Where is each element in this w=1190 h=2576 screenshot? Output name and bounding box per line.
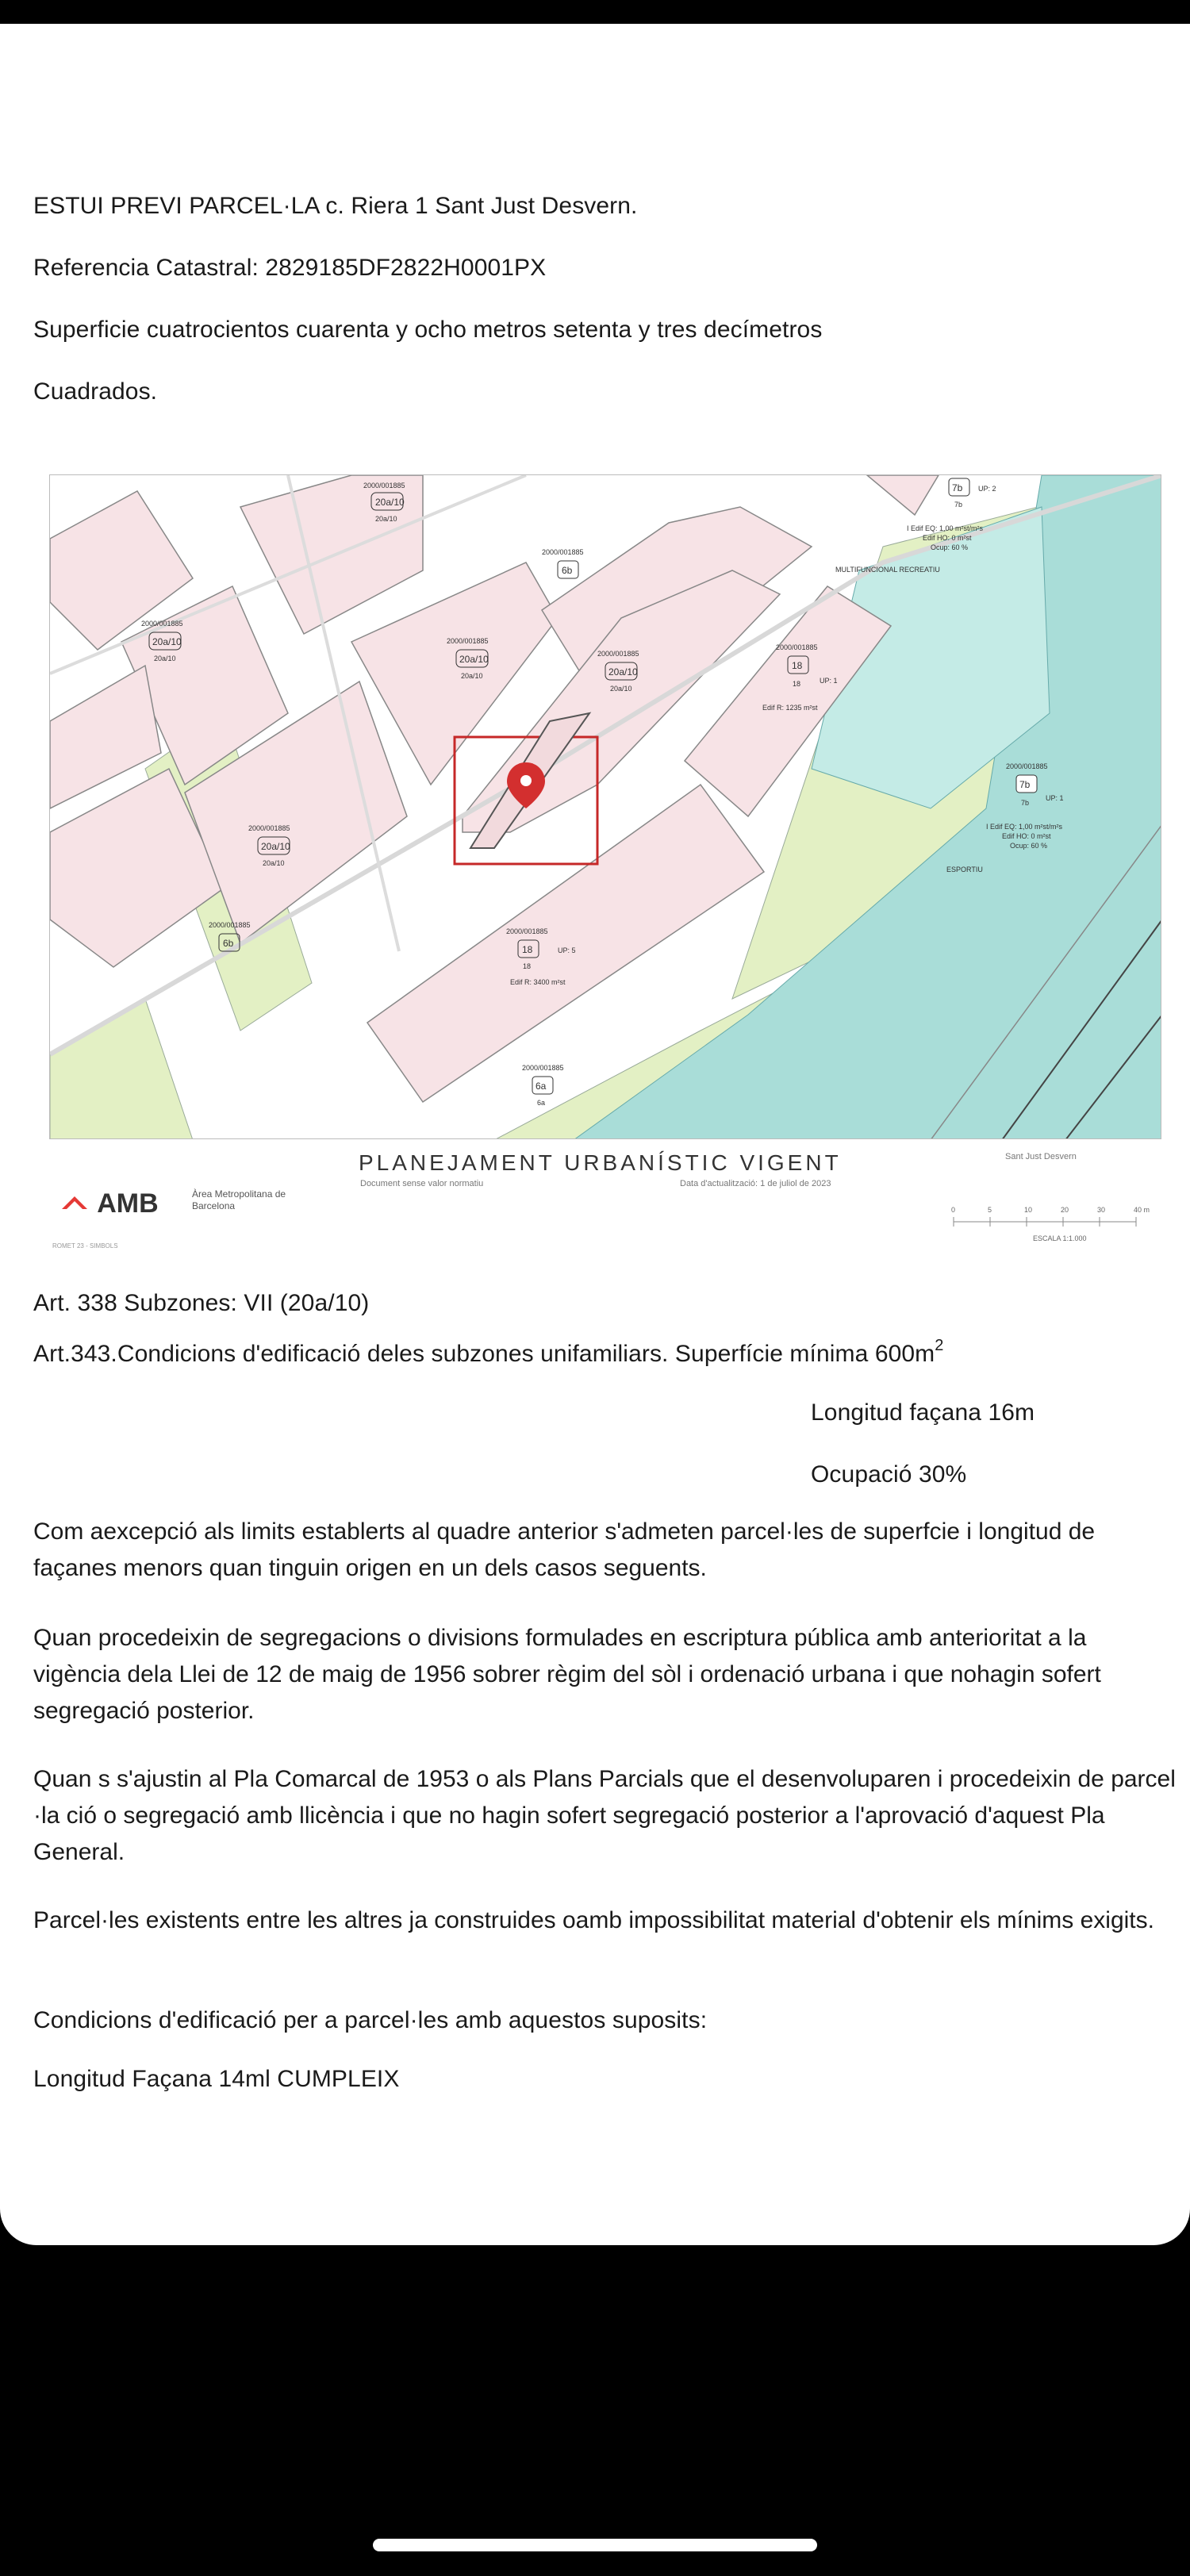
urban-planning-map: [49, 474, 1161, 1257]
plan-title: PLANEJAMENT URBANÍSTIC VIGENT: [359, 1150, 842, 1175]
amb-subtitle: Àrea Metropolitana de Barcelona: [192, 1188, 286, 1211]
svg-text:20a/10: 20a/10: [375, 497, 405, 508]
svg-text:20a/10: 20a/10: [154, 655, 176, 662]
svg-text:18: 18: [792, 660, 803, 671]
document-note: Document sense valor normatiu: [360, 1179, 484, 1188]
scale-bar-graphic: [946, 1201, 1152, 1249]
svg-text:2000/001885: 2000/001885: [363, 482, 405, 489]
svg-text:7b: 7b: [1019, 779, 1031, 790]
svg-text:Edif R: 3400 m²st: Edif R: 3400 m²st: [510, 978, 566, 986]
article-338: Art. 338 Subzones: VII (20a/10): [33, 1290, 370, 1316]
home-indicator[interactable]: [373, 2539, 817, 2551]
amb-logo: [59, 1188, 159, 1219]
svg-text:2000/001885: 2000/001885: [141, 620, 183, 628]
article-343-text: Art.343.Condicions d'edificació deles subzones unifamiliars. Superfície mínima 600m: [33, 1341, 935, 1367]
svg-text:2000/001885: 2000/001885: [248, 824, 290, 832]
svg-text:2000/001885: 2000/001885: [597, 650, 639, 658]
svg-text:2000/001885: 2000/001885: [522, 1064, 564, 1072]
svg-text:6b: 6b: [562, 565, 573, 576]
svg-text:6a: 6a: [536, 1081, 547, 1092]
scale-tick-label: 30: [1097, 1206, 1106, 1214]
map-canvas: [50, 475, 1161, 1139]
svg-text:I Edif EQ: 1,00 m²st/m²s: I Edif EQ: 1,00 m²st/m²s: [907, 524, 984, 532]
document-title: ESTUI PREVI PARCEL·LA c. Riera 1 Sant Just Desvern.: [33, 193, 638, 219]
svg-text:2000/001885: 2000/001885: [506, 927, 548, 935]
svg-text:2000/001885: 2000/001885: [776, 643, 818, 651]
svg-text:2000/001885: 2000/001885: [447, 637, 489, 645]
article-343-superscript: 2: [935, 1337, 944, 1354]
scale-bar: [946, 1201, 1152, 1249]
map-credit: ROMET 23 - SIMBOLS: [52, 1242, 118, 1250]
update-date-note: Data d'actualització: 1 de juliol de 2023: [680, 1179, 831, 1188]
svg-text:6a: 6a: [537, 1099, 546, 1107]
facade-length-requirement: Longitud façana 16m: [811, 1399, 1035, 1426]
svg-text:ESPORTIU: ESPORTIU: [946, 866, 983, 873]
scale-label: ESCALA 1:1.000: [1033, 1234, 1087, 1242]
svg-text:20a/10: 20a/10: [152, 636, 182, 647]
svg-text:20a/10: 20a/10: [375, 515, 397, 523]
document-page: [0, 24, 1190, 2245]
svg-text:UP: 2: UP: 2: [978, 485, 996, 493]
svg-text:UP: 5: UP: 5: [558, 946, 576, 954]
occupation-requirement: Ocupació 30%: [811, 1461, 967, 1488]
svg-text:MULTIFUNCIONAL RECREATIU: MULTIFUNCIONAL RECREATIU: [835, 566, 940, 574]
svg-text:20a/10: 20a/10: [610, 685, 632, 693]
amb-logo-text: AMB: [97, 1188, 159, 1219]
svg-text:18: 18: [523, 962, 532, 970]
paragraph-case-1: Quan procedeixin de segregacions o divisions formulades en escriptura pública amb anterioritat a la vigència dela Llei de 12 de maig de 1956 sobrer règim del sòl i ordenació urbana i que nohagin sofert segregació posterior.: [33, 1625, 1101, 1724]
svg-text:I Edif EQ: 1,00 m²st/m²s: I Edif EQ: 1,00 m²st/m²s: [986, 823, 1063, 831]
scale-tick-label: 5: [988, 1206, 992, 1214]
scale-tick-label: 20: [1061, 1206, 1069, 1214]
svg-text:20a/10: 20a/10: [263, 859, 285, 867]
svg-text:7b: 7b: [1021, 799, 1030, 807]
svg-text:Edif HO: 0 m²st: Edif HO: 0 m²st: [923, 534, 972, 542]
svg-text:18: 18: [522, 944, 533, 955]
svg-text:2000/001885: 2000/001885: [209, 921, 251, 929]
amb-logo-icon: [59, 1192, 90, 1215]
svg-text:Edif HO: 0 m²st: Edif HO: 0 m²st: [1002, 832, 1051, 840]
paragraph-exception: Com aexcepció als limits establerts al quadre anterior s'admeten parcel·les de superfcie i longitud de façanes menors quan tinguin origen en un dels casos seguents.: [33, 1518, 1096, 1581]
svg-text:Ocup: 60 %: Ocup: 60 %: [1010, 842, 1048, 850]
conclusion-line: Longitud Façana 14ml CUMPLEIX: [33, 2066, 400, 2092]
svg-text:Ocup: 60 %: Ocup: 60 %: [931, 543, 969, 551]
article-343: [33, 1337, 944, 1368]
map-image: [49, 474, 1161, 1139]
svg-text:20a/10: 20a/10: [459, 654, 489, 665]
scale-tick-label: 40 m: [1134, 1206, 1150, 1214]
municipality-label: Sant Just Desvern: [1005, 1152, 1077, 1161]
cadastral-reference: Referencia Catastral: 2829185DF2822H0001PX: [33, 255, 547, 281]
svg-text:6b: 6b: [223, 938, 234, 949]
svg-text:2000/001885: 2000/001885: [1006, 762, 1048, 770]
conditions-heading: Condicions d'edificació per a parcel·les amb aquestos suposits:: [33, 2007, 708, 2033]
svg-text:20a/10: 20a/10: [261, 841, 290, 852]
area-description-cont: Cuadrados.: [33, 378, 158, 405]
svg-text:20a/10: 20a/10: [461, 672, 483, 680]
svg-text:7b: 7b: [954, 501, 963, 509]
svg-text:18: 18: [793, 680, 801, 688]
area-description: Superficie cuatrocientos cuarenta y ocho metros setenta y tres decímetros: [33, 317, 823, 343]
paragraph-case-2: Quan s s'ajustin al Pla Comarcal de 1953 o als Plans Parcials que el desenvoluparen i procedeixin de parcel ·la ció o segregació amb llicència i que no hagin sofert segregació posterior a l'aprovació d'aquest Pla General.: [33, 1766, 1176, 1865]
svg-text:2000/001885: 2000/001885: [542, 548, 584, 556]
svg-text:UP: 1: UP: 1: [1046, 794, 1064, 802]
svg-text:Edif R: 1235 m²st: Edif R: 1235 m²st: [762, 704, 818, 712]
scale-tick-label: 0: [951, 1206, 956, 1214]
svg-text:UP: 1: UP: 1: [820, 677, 838, 685]
paragraph-case-3: Parcel·les existents entre les altres ja construides oamb impossibilitat material d'obtenir els mínims exigits.: [33, 1907, 1154, 1933]
scale-tick-label: 10: [1024, 1206, 1033, 1214]
map-legend: [49, 1139, 1161, 1257]
svg-text:7b: 7b: [952, 482, 963, 493]
svg-text:20a/10: 20a/10: [608, 666, 638, 678]
